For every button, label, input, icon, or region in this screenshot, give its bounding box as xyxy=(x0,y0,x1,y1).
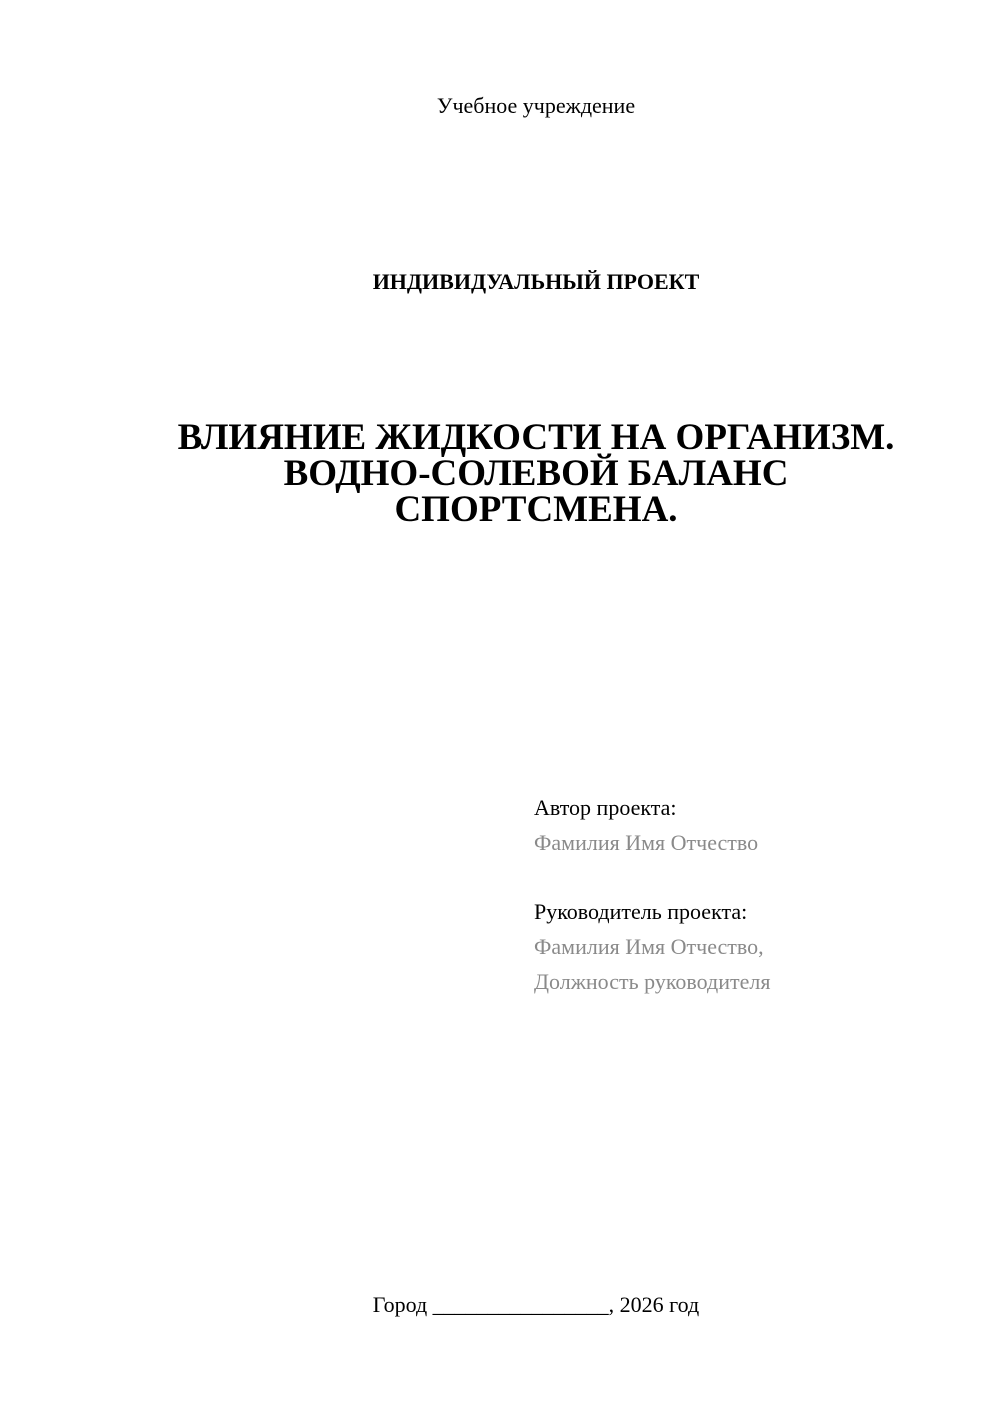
author-name: Фамилия Имя Отчество xyxy=(534,830,759,855)
document-type: ИНДИВИДУАЛЬНЫЙ ПРОЕКТ xyxy=(372,269,700,294)
author-label: Автор проекта: xyxy=(534,795,677,820)
project-title-line: СПОРТСМЕНА. xyxy=(394,489,678,530)
supervisor-name: Фамилия Имя Отчество, xyxy=(534,934,764,959)
project-title-line: ВЛИЯНИЕ ЖИДКОСТИ НА ОРГАНИЗМ. xyxy=(177,417,895,458)
project-info-block xyxy=(534,790,974,999)
supervisor-position: Должность руководителя xyxy=(534,969,771,994)
project-title xyxy=(0,417,1000,530)
supervisor-label: Руководитель проекта: xyxy=(534,899,748,924)
institution-name: Учебное учреждение xyxy=(436,93,636,118)
city-year-line: Город ________________, 2026 год xyxy=(372,1292,700,1317)
spacer xyxy=(534,860,974,894)
project-title-line: ВОДНО-СОЛЕВОЙ БАЛАНС xyxy=(283,453,789,494)
